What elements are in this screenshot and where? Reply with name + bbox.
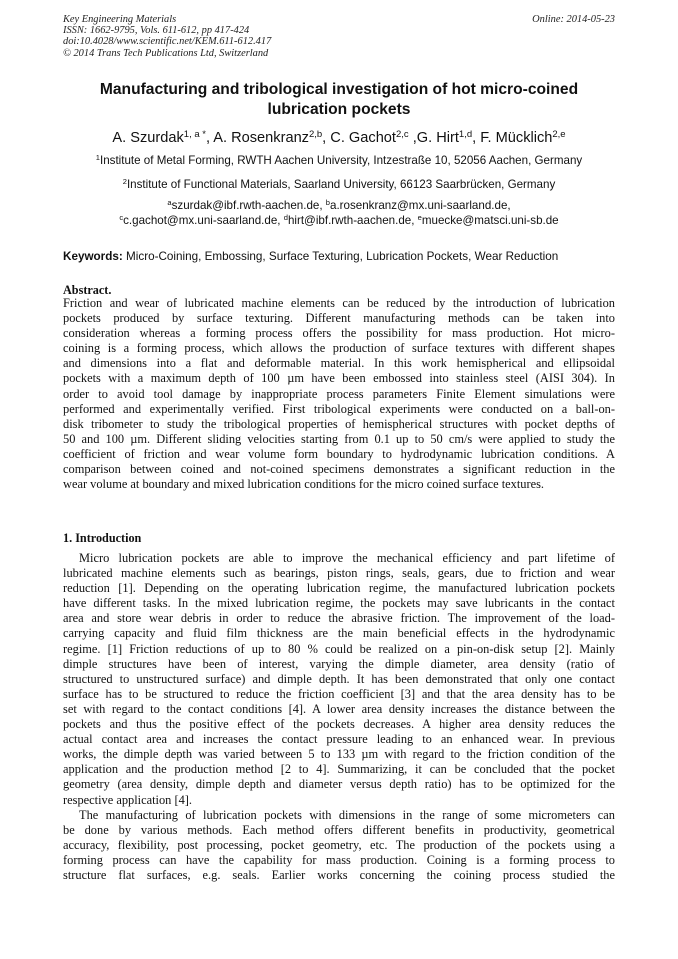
journal-copyright: © 2014 Trans Tech Publications Ltd, Switzerland <box>63 47 269 59</box>
introduction-paragraph-1 <box>63 551 615 883</box>
email-line-1 <box>40 199 638 213</box>
author-list <box>40 129 638 147</box>
author-name: A. Rosenkranz <box>213 130 309 146</box>
email-sup: c <box>119 212 124 222</box>
author-sep: , <box>322 130 331 146</box>
intro-line: regime. [1] Friction reductions of up to 80 % could be realized on a pin-on-disk setup [2]. Mainly <box>63 641 615 656</box>
journal-name: Key Engineering Materials <box>63 14 177 25</box>
keywords-text: Micro-Coining, Embossing, Surface Texturing, Lubrication Pockets, Wear Reduction <box>122 250 559 263</box>
author-name: G. Hirt <box>416 130 459 146</box>
abstract-line: coining is a forming process, which allows the production of surface textures with different shapes <box>63 341 615 356</box>
author-sep: , <box>205 130 214 146</box>
intro-line: Micro lubrication pockets are able to improve the mechanical efficiency and part lifetime of <box>79 551 615 565</box>
intro-line: The manufacturing of lubrication pockets with dimensions in the range of some micrometers can <box>79 807 615 822</box>
intro-line: actual contact area and increases the contact pressure leading to an enhanced wear. In previous <box>63 732 615 747</box>
intro-line: lubricated machine elements such as bearings, piston rings, seals, gears, due to friction and wear <box>63 566 615 581</box>
author-sup: 1,d <box>458 128 473 140</box>
abstract-line: disk tribometer to study the tribological properties of hemispherical structures with pocket depths of <box>63 416 615 431</box>
intro-line: carrying capacity and fluid film thickness are the main beneficial effects in the hydrodynamic <box>63 626 615 641</box>
journal-issn: ISSN: 1662-9795, Vols. 611-612, pp 417-424 <box>63 25 250 37</box>
journal-doi: doi:10.4028/www.scientific.net/KEM.611-612.417 <box>63 36 272 48</box>
abstract-line: consideration whereas a forming process offers the possibility for mass production. Hot micro- <box>63 326 615 341</box>
affiliation-sup: 2 <box>122 176 127 186</box>
keywords-label: Keywords: <box>63 250 123 263</box>
intro-line: accuracy, flexibility, post processing, pocket geometry, etc. The production of the pockets using a <box>63 837 615 852</box>
paper-title <box>70 80 608 119</box>
intro-line: area and store wear debris in order to reduce the abrasive friction. The improvement of the load- <box>63 611 615 626</box>
online-date: Online: 2014-05-23 <box>532 14 615 25</box>
affiliation-text: Institute of Metal Forming, RWTH Aachen University, Intzestraße 10, 52056 Aachen, Germany <box>99 154 583 167</box>
intro-line: application and the production method [2 to 4]. Summarizing, it can be concluded that the pocket <box>63 762 615 777</box>
author-name: C. Gachot <box>330 130 396 146</box>
abstract-line: performed and experimentally verified. First tribological experiments were conducted on a ball-on- <box>63 401 615 416</box>
intro-line: works, the dimple depth was varied between 5 to 133 µm with regard to the friction condition of the <box>63 747 615 762</box>
email-sup: a <box>167 197 172 207</box>
intro-line: surface has to be structured to reduce the friction coefficient [3] and that the area density has to be <box>63 686 615 701</box>
abstract-line: pockets produced by surface texturing. Different manufacturing methods can be taken into <box>63 311 615 326</box>
email-text: muecke@matsci.uni-sb.de <box>421 214 559 227</box>
abstract-line: order to avoid tool damage by inappropriate process parameters Finite Element simulations were <box>63 386 615 401</box>
email-text: hirt@ibf.rwth-aachen.de, <box>287 214 418 227</box>
intro-line: be done by various methods. Each method offers different benefits in productivity, geometrical <box>63 822 615 837</box>
author-sup: 2,c <box>395 128 409 140</box>
abstract-line: and dimensions into a flat and deformable material. In this work hemispherical and ellipsoidal <box>63 356 615 371</box>
email-line-2 <box>40 214 638 228</box>
email-sup: b <box>325 197 330 207</box>
intro-line: set with regard to the contact conditions [4]. A lower area density increases the distance between the <box>63 701 615 716</box>
email-text: szurdak@ibf.rwth-aachen.de, <box>171 199 326 212</box>
keywords <box>63 250 615 264</box>
intro-line: have different tasks. In the mixed lubrication regime, the pockets may save lubricants in the contact <box>63 596 615 611</box>
journal-header <box>63 14 615 59</box>
introduction-heading: 1. Introduction <box>63 531 142 545</box>
title-line: Manufacturing and tribological investigation of hot micro-coined <box>99 81 579 98</box>
email-sup: d <box>283 212 288 222</box>
email-text: c.gachot@mx.uni-saarland.de, <box>123 214 284 227</box>
affiliation-2 <box>40 178 638 192</box>
abstract-line: coefficient of friction and wear volume form boundary to hydrodynamic lubrication conditions. A <box>63 446 615 461</box>
intro-line: pockets and thus the positive effect of the pockets decreases. A higher area density reduces the <box>63 717 615 732</box>
intro-line: dimple structures have been of interest, varying the dimple diameter, area density (ratio of <box>63 656 615 671</box>
intro-line: forming process can have the capability for mass production. Coining is a forming process to <box>63 852 615 867</box>
abstract-line: Friction and wear of lubricated machine elements can be reduced by the introduction of lubrication <box>63 296 615 310</box>
author-sup: 2,b <box>308 128 323 140</box>
author-name: F. Mücklich <box>480 130 553 146</box>
intro-line: geometry (area density, dimple depth and diameter versus depth ratio) has to be optimized for the <box>63 777 615 792</box>
intro-line: structure flat surfaces, e.g. seals. Earlier works concerning the coining process studied the <box>63 867 615 882</box>
abstract-line: 50 and 100 µm. Different sliding velocities starting from 0.1 up to 50 cm/s were applied to study the <box>63 431 615 446</box>
affiliation-sup: 1 <box>95 152 100 162</box>
abstract-line: wear volume at boundary and mixed lubrication conditions for the micro coined surface textures. <box>63 477 545 492</box>
abstract-line: comparison between coined and not-coined specimens demonstrates a significant reduction in the <box>63 462 615 477</box>
author-sup: 2,e <box>552 128 566 140</box>
intro-line: structured to unstructured surface) and dimple depth. It has been demonstrated that only one contact <box>63 671 615 686</box>
author-sup: 1, a * <box>183 128 206 140</box>
abstract-line: pockets with a maximum depth of 100 µm have been embossed into stainless steel (AISI 304). In <box>63 371 615 386</box>
email-sup: e <box>417 212 422 222</box>
email-text: a.rosenkranz@mx.uni-saarland.de, <box>330 199 511 212</box>
author-name: A. Szurdak <box>112 130 184 146</box>
affiliation-text: Institute of Functional Materials, Saarland University, 66123 Saarbrücken, Germany <box>126 178 556 191</box>
author-sep: , <box>472 130 481 146</box>
intro-line: respective application [4]. <box>63 792 193 807</box>
title-line: lubrication pockets <box>267 100 411 118</box>
affiliation-1 <box>40 154 638 168</box>
abstract-body <box>63 296 615 492</box>
intro-line: reduction [1]. Depending on the operating lubrication regime, the manufactured lubrication pockets <box>63 581 615 596</box>
abstract-heading: Abstract. <box>63 283 112 297</box>
author-sep: , <box>408 130 417 146</box>
